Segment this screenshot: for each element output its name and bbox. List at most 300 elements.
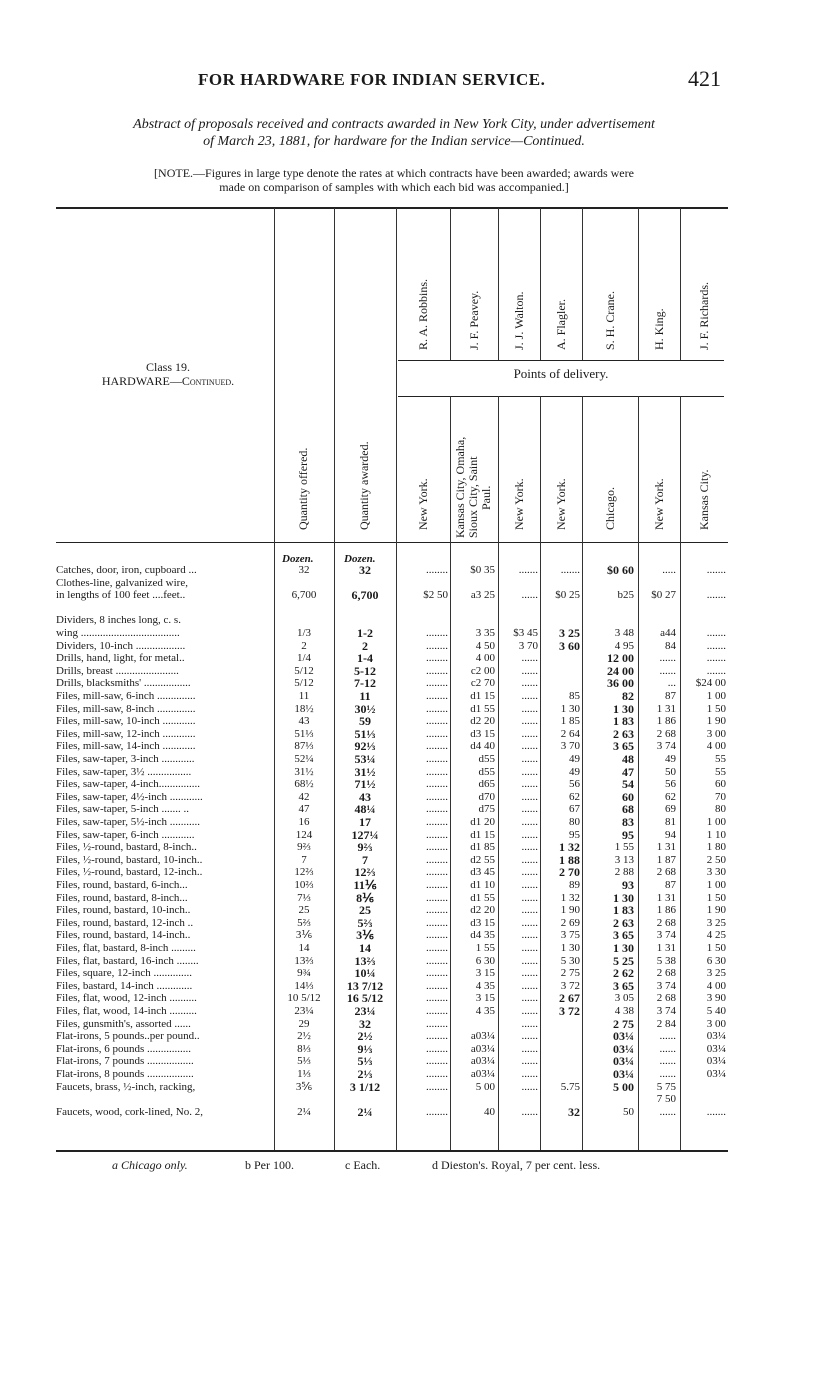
- bid-price: 3 65: [613, 928, 634, 943]
- quantity-offered: 31½: [294, 765, 314, 778]
- quantity-offered: 2¼: [297, 1105, 311, 1118]
- bid-price: ......: [521, 1105, 538, 1118]
- bid-price: ......: [521, 589, 538, 602]
- table-row: [0, 879, 836, 891]
- quantity-awarded: 14: [359, 941, 371, 955]
- bid-price: ......: [521, 765, 538, 778]
- bid-price: 56: [665, 778, 676, 791]
- class-label: [64, 360, 272, 388]
- bid-price: $24 00: [695, 677, 726, 690]
- table-row: [0, 917, 836, 929]
- bid-price: 81: [665, 816, 676, 828]
- bid-price: d70: [478, 790, 495, 803]
- item-description: Dividers, 8 inches long, c. s.: [56, 614, 181, 627]
- quantity-offered: 124: [295, 828, 313, 841]
- bid-price: 1 55: [475, 942, 495, 954]
- bid-price: 4 00: [475, 652, 495, 665]
- bid-price: d2 20: [470, 904, 495, 917]
- bid-price: ......: [521, 1017, 538, 1030]
- item-description: Files, ½-round, bastard, 8-inch..: [56, 841, 197, 854]
- bid-price: 2 68: [656, 727, 676, 740]
- bid-price: d55: [478, 765, 495, 778]
- delivery-walton: New York.: [512, 478, 526, 530]
- bid-price: 1 32: [560, 891, 580, 904]
- table-row: [0, 816, 836, 828]
- bid-price: $3 45: [513, 627, 538, 639]
- bid-price: .......: [706, 564, 726, 576]
- bid-price: 1 30: [560, 702, 580, 715]
- bid-price: 2 68: [656, 916, 676, 929]
- item-description: Files, round, bastard, 6-inch...: [56, 879, 188, 891]
- bid-price: 2 68: [656, 967, 676, 980]
- quantity-awarded: 7: [362, 852, 368, 867]
- item-description: Files, flat, wood, 14-inch ..........: [56, 1005, 197, 1017]
- bid-price: 3 90: [706, 992, 726, 1005]
- table-row: [0, 942, 836, 954]
- bid-price: a03¼: [470, 1055, 495, 1068]
- table-row: [0, 892, 836, 904]
- bid-price: d65: [478, 778, 495, 791]
- bid-price: 3 74: [656, 979, 676, 992]
- bid-price: ........: [426, 690, 448, 702]
- quantity-awarded: 11: [359, 689, 371, 703]
- delivery-peavey-line-3: Paul.: [479, 485, 493, 510]
- page-number: 421: [688, 66, 721, 91]
- quantity-awarded: 3 1/12: [349, 1079, 381, 1094]
- bid-price: 03¼: [613, 1041, 634, 1056]
- delivery-robbins: New York.: [416, 478, 430, 530]
- quantity-awarded: 32: [359, 1016, 371, 1031]
- abstract-line-2: of March 23, 1881, for hardware for the Indian service—Continued.: [203, 134, 585, 149]
- bid-price: ......: [521, 740, 538, 753]
- bid-price: 85: [569, 690, 580, 702]
- bid-price: 3 70: [518, 639, 538, 652]
- bid-price: ......: [521, 690, 538, 702]
- bid-price: d1 20: [470, 816, 495, 828]
- bid-price: ......: [521, 790, 538, 803]
- bid-price: 1 90: [560, 904, 580, 917]
- bid-price: 3 15: [475, 967, 495, 980]
- bid-price: 47: [622, 764, 634, 779]
- bid-price: 1 87: [656, 853, 676, 866]
- bid-price: d4 40: [470, 740, 495, 753]
- bid-price: d4 35: [470, 929, 495, 942]
- item-description: in lengths of 100 feet ....feet..: [56, 589, 186, 602]
- table-row: [0, 564, 836, 576]
- quantity-offered: 14: [298, 942, 310, 954]
- quantity-awarded: 9⅔: [357, 840, 373, 855]
- quantity-offered: 87⅓: [294, 740, 314, 753]
- bid-price: ........: [426, 677, 448, 690]
- bid-price: .......: [560, 564, 580, 576]
- bid-price: ......: [521, 992, 538, 1005]
- quantity-awarded: 8⅙: [356, 890, 374, 905]
- bid-price: 2 67: [559, 991, 580, 1006]
- header-bottom-rule: [56, 542, 728, 543]
- bid-price: ......: [521, 1068, 538, 1080]
- bid-price: .......: [706, 639, 726, 652]
- quantity-awarded: 13⅔: [354, 953, 376, 968]
- bid-price: d3 15: [470, 916, 495, 929]
- bid-price: 3 74: [656, 740, 676, 753]
- bid-price: 60: [622, 789, 634, 804]
- item-description: Flat-irons, 6 pounds ................: [56, 1042, 192, 1055]
- quantity-awarded: 16 5/12: [346, 991, 384, 1006]
- bid-price: .......: [706, 589, 726, 602]
- bid-price: 5 40: [706, 1005, 726, 1017]
- bid-price: ......: [521, 803, 538, 816]
- table-row: [0, 929, 836, 941]
- bid-price: d1 15: [470, 828, 495, 841]
- bid-price: 1 30: [613, 941, 634, 955]
- quantity-awarded: 71½: [354, 777, 376, 792]
- bid-price: ......: [659, 1042, 676, 1055]
- table-row: [0, 791, 836, 803]
- bid-price: ........: [426, 1080, 448, 1093]
- table-row: [0, 602, 836, 614]
- bid-price: 3 72: [560, 979, 580, 992]
- item-description: Files, bastard, 14-inch .............: [56, 979, 193, 992]
- bid-price: 49: [665, 753, 676, 765]
- item-description: Files, mill-saw, 12-inch ............: [56, 727, 196, 740]
- bid-price: 1 88: [559, 852, 580, 867]
- bid-price: 3 72: [559, 1004, 580, 1018]
- bid-price: ......: [521, 677, 538, 690]
- table-row: [0, 677, 836, 689]
- bid-price: 1 50: [706, 891, 726, 904]
- bid-price: .......: [706, 627, 726, 639]
- bid-price: 60: [715, 778, 726, 791]
- quantity-offered: 10⅔: [294, 879, 314, 891]
- bid-price: 1 10: [706, 828, 726, 841]
- bid-price: $0 25: [555, 589, 580, 602]
- bid-price: 5 00: [613, 1079, 634, 1094]
- item-description: Files, square, 12-inch ..............: [56, 967, 192, 980]
- item-description: Files, mill-saw, 14-inch ............: [56, 740, 196, 753]
- bid-price: ........: [426, 727, 448, 740]
- bid-price: 2 75: [560, 967, 580, 980]
- bid-price: a3 25: [470, 589, 495, 602]
- item-description: Files, saw-taper, 4-inch...............: [56, 778, 201, 791]
- bid-price: 50: [665, 765, 676, 778]
- bid-price: ......: [659, 1030, 676, 1043]
- item-description: Files, saw-taper, 5-inch ....... ..: [56, 803, 190, 816]
- item-description: Files, mill-saw, 6-inch ..............: [56, 690, 196, 702]
- bid-price: ......: [521, 979, 538, 992]
- bid-price: .......: [706, 652, 726, 665]
- bid-price: 4 00: [706, 740, 726, 753]
- bid-price: ........: [426, 916, 448, 929]
- bid-price: ........: [426, 967, 448, 980]
- bid-price: a03¼: [470, 1042, 495, 1055]
- bid-price: ........: [426, 929, 448, 942]
- points-bottom-rule: [398, 396, 724, 397]
- quantity-awarded: 59: [359, 714, 371, 729]
- bid-price: ......: [521, 1055, 538, 1068]
- bid-price: 3 25: [559, 626, 580, 640]
- bid-price: 3 15: [475, 992, 495, 1005]
- table-row: [0, 753, 836, 765]
- bid-price: ........: [426, 954, 448, 967]
- quantity-awarded: 2⅓: [357, 1067, 373, 1081]
- bid-price: 1 30: [613, 701, 634, 716]
- bid-price: ......: [521, 853, 538, 866]
- header-quantity-offered: Quantity offered.: [296, 447, 310, 530]
- column-divider: [540, 208, 541, 360]
- bid-price: ......: [521, 967, 538, 980]
- bid-price: ......: [521, 702, 538, 715]
- bid-price: 1 86: [656, 715, 676, 728]
- quantity-awarded: 12⅔: [354, 865, 376, 880]
- bid-price: 3 75: [560, 929, 580, 942]
- bid-price: 95: [622, 827, 634, 842]
- note-line-2: made on comparison of samples with which each bid was accompanied.]: [219, 180, 569, 194]
- bid-price: 1 50: [706, 942, 726, 954]
- item-description: Drills, blacksmiths' .................: [56, 677, 191, 690]
- bid-price: ......: [521, 778, 538, 791]
- bid-price: 62: [569, 790, 580, 803]
- table-row: [0, 766, 836, 778]
- item-description: Files, mill-saw, 10-inch ............: [56, 715, 196, 728]
- item-description: Clothes-line, galvanized wire,: [56, 576, 188, 589]
- bid-price: d1 55: [470, 891, 495, 904]
- bid-price: 62: [665, 790, 676, 803]
- bid-price: 2 88: [614, 866, 634, 879]
- bid-price: 3 05: [614, 992, 634, 1005]
- bid-price: 67: [569, 803, 580, 816]
- bid-price: d1 10: [470, 879, 495, 891]
- table-row: [0, 703, 836, 715]
- quantity-awarded: 51⅓: [354, 726, 376, 741]
- bid-price: 95: [569, 828, 580, 841]
- table-row: [0, 614, 836, 626]
- bid-price: ......: [521, 1042, 538, 1055]
- bid-price: 3 00: [706, 1017, 726, 1030]
- bid-price: ........: [426, 816, 448, 828]
- bid-price: ........: [426, 942, 448, 954]
- delivery-peavey-line-2: Sioux City, Saint: [466, 456, 480, 538]
- bid-price: ........: [426, 904, 448, 917]
- bid-price: ........: [426, 866, 448, 879]
- quantity-awarded: 5-12: [354, 663, 376, 678]
- quantity-offered: 9¾: [297, 967, 311, 980]
- bid-price: 2 70: [559, 865, 580, 880]
- bid-price: ........: [426, 778, 448, 791]
- bid-price: ......: [521, 652, 538, 665]
- bidder-walton: J. J. Walton.: [512, 291, 526, 350]
- bid-price: ......: [659, 652, 676, 665]
- page-title: FOR HARDWARE FOR INDIAN SERVICE.: [198, 70, 546, 89]
- bid-price: ........: [426, 765, 448, 778]
- delivery-richards: Kansas City.: [697, 469, 711, 530]
- table-row: [0, 640, 836, 652]
- bid-price: 48: [622, 752, 634, 766]
- table-row: [0, 1018, 836, 1030]
- table-row: [0, 577, 836, 589]
- quantity-awarded: 43: [359, 789, 371, 804]
- bid-price: ......: [521, 929, 538, 942]
- bid-price: ......: [521, 828, 538, 841]
- bid-price: ........: [426, 753, 448, 765]
- item-description: Files, saw-taper, 4½-inch ............: [56, 790, 203, 803]
- bid-price: ........: [426, 1005, 448, 1017]
- bid-price: 1 83: [613, 903, 634, 918]
- bid-price: 1 00: [706, 690, 726, 702]
- quantity-awarded: 11⅙: [353, 878, 377, 892]
- bid-price: ......: [521, 879, 538, 891]
- quantity-awarded: 32: [359, 563, 371, 577]
- quantity-offered: 6,700: [291, 589, 317, 602]
- bid-price: 2 63: [613, 726, 634, 741]
- bid-price: 24 00: [607, 663, 634, 678]
- bid-price: ........: [426, 1068, 448, 1080]
- bid-price: $2 50: [423, 589, 448, 602]
- bid-price: 4 00: [706, 979, 726, 992]
- quantity-offered: 12⅔: [294, 866, 314, 879]
- bid-price: 4 25: [706, 929, 726, 942]
- table-row: [0, 803, 836, 815]
- bid-price: 2 50: [706, 853, 726, 866]
- item-description: Faucets, wood, cork-lined, No. 2,: [56, 1105, 203, 1118]
- bid-price: 4 95: [614, 639, 634, 652]
- bid-price: 87: [665, 879, 676, 891]
- bid-price: .....: [662, 564, 676, 576]
- bid-price: ......: [521, 891, 538, 904]
- bid-price: 1 32: [559, 840, 580, 855]
- bid-price: $0 35: [470, 564, 495, 576]
- quantity-offered: 5/12: [294, 677, 314, 690]
- quantity-awarded: 5⅓: [357, 1054, 373, 1069]
- table-row: [0, 665, 836, 677]
- bid-price: 84: [665, 639, 676, 652]
- item-description: Files, ½-round, bastard, 12-inch..: [56, 866, 203, 879]
- bid-price: 1 90: [706, 715, 726, 728]
- bid-price: 1 50: [706, 702, 726, 715]
- item-description: Flat-irons, 7 pounds .................: [56, 1055, 194, 1068]
- item-description: Files, gunsmith's, assorted ......: [56, 1017, 191, 1030]
- bid-price: 12 00: [607, 651, 634, 666]
- bid-price: 49: [569, 765, 580, 778]
- bid-price: 32: [568, 1104, 580, 1119]
- bid-price: 1 86: [656, 904, 676, 917]
- quantity-offered: 1⅓: [297, 1068, 311, 1080]
- item-description: Files, round, bastard, 14-inch..: [56, 929, 191, 942]
- bid-price: 93: [622, 878, 634, 892]
- bid-price: 1 30: [613, 890, 634, 905]
- item-description: Files, saw-taper, 3½ ................: [56, 765, 192, 778]
- bid-price: d1 85: [470, 841, 495, 854]
- bid-price: 83: [622, 815, 634, 829]
- table-row: [0, 980, 836, 992]
- bid-price: 2 75: [613, 1016, 634, 1031]
- delivery-peavey-line-1: Kansas City, Omaha,: [453, 436, 467, 538]
- bid-price: 3 65: [613, 739, 634, 754]
- abstract-heading: [58, 116, 730, 150]
- quantity-offered: 1/3: [296, 627, 312, 639]
- bid-price: 1 85: [560, 715, 580, 728]
- bid-price: 5.75: [560, 1080, 580, 1093]
- bid-price: ......: [521, 816, 538, 828]
- table-row: [0, 1068, 836, 1080]
- bid-price: 5 25: [613, 953, 634, 968]
- bid-price: 56: [569, 778, 580, 791]
- bid-price: ........: [426, 627, 448, 639]
- column-divider: [680, 208, 681, 360]
- abstract-line-1: Abstract of proposals received and contracts awarded in New York City, under advertisement: [133, 117, 655, 132]
- bid-price: 1 80: [706, 841, 726, 854]
- points-top-rule: [398, 360, 724, 361]
- quantity-offered: 43: [298, 715, 310, 728]
- quantity-offered: 1/4: [296, 652, 312, 665]
- quantity-awarded: 127¼: [351, 827, 379, 842]
- table-row: [0, 715, 836, 727]
- footnote-d: d Dieston's. Royal, 7 per cent. less.: [432, 1158, 601, 1172]
- table-row: [0, 778, 836, 790]
- item-description: Faucets, brass, ½-inch, racking,: [56, 1080, 196, 1093]
- units-awarded: Dozen.: [344, 553, 376, 565]
- quantity-offered: 10 5/12: [287, 992, 321, 1005]
- quantity-offered: 5/12: [294, 664, 314, 677]
- bid-price: 50: [623, 1105, 634, 1118]
- bid-price: 5 00: [475, 1080, 495, 1093]
- bid-price: 2 62: [613, 966, 634, 981]
- quantity-awarded: 1-2: [357, 626, 373, 640]
- delivery-crane: Chicago.: [603, 487, 617, 530]
- bid-price: ........: [426, 841, 448, 854]
- bid-price: 70: [715, 790, 726, 803]
- table-row: [0, 690, 836, 702]
- bid-price: 36 00: [607, 676, 634, 691]
- bid-price: 2 63: [613, 915, 634, 930]
- bidder-crane: S. H. Crane.: [603, 291, 617, 350]
- quantity-awarded: 31½: [354, 764, 376, 779]
- bid-price: 3 35: [475, 627, 495, 639]
- quantity-awarded: 1-4: [357, 651, 373, 666]
- delivery-king: New York.: [652, 478, 666, 530]
- bid-price: 3 70: [560, 740, 580, 753]
- footnote-c: c Each.: [345, 1158, 381, 1172]
- column-divider: [450, 208, 451, 360]
- bid-price: ........: [426, 803, 448, 816]
- table-row: [0, 740, 836, 752]
- bid-price: 1 31: [656, 891, 676, 904]
- table-row: [0, 1030, 836, 1042]
- quantity-offered: 8⅓: [297, 1042, 311, 1055]
- quantity-awarded: 6,700: [351, 588, 379, 603]
- bid-price: 3 25: [706, 916, 726, 929]
- bid-price: c2 00: [470, 664, 495, 677]
- quantity-offered: 5⅓: [297, 1055, 311, 1068]
- table-row: [0, 1093, 836, 1105]
- bid-price: ........: [426, 891, 448, 904]
- bid-price: 03¼: [706, 1068, 726, 1080]
- item-description: Drills, hand, light, for metal..: [56, 652, 185, 665]
- bid-price: 5 30: [560, 954, 580, 967]
- item-description: Files, saw-taper, 3-inch ............: [56, 753, 195, 765]
- quantity-offered: 68½: [294, 778, 314, 791]
- bid-price: ......: [659, 1105, 676, 1118]
- bid-price: 54: [622, 777, 634, 792]
- item-description: wing ....................................: [56, 627, 180, 639]
- bid-price: a03¼: [470, 1030, 495, 1043]
- bid-price: 3 13: [614, 853, 634, 866]
- note-line-1: [NOTE.—Figures in large type denote the rates at which contracts have been awarded; awards were: [154, 166, 634, 180]
- bid-price: ...: [667, 677, 676, 690]
- bid-price: 3 74: [656, 929, 676, 942]
- item-description: Files, flat, bastard, 16-inch ........: [56, 954, 199, 967]
- quantity-awarded: 17: [359, 815, 371, 829]
- bid-price: c2 70: [470, 677, 495, 690]
